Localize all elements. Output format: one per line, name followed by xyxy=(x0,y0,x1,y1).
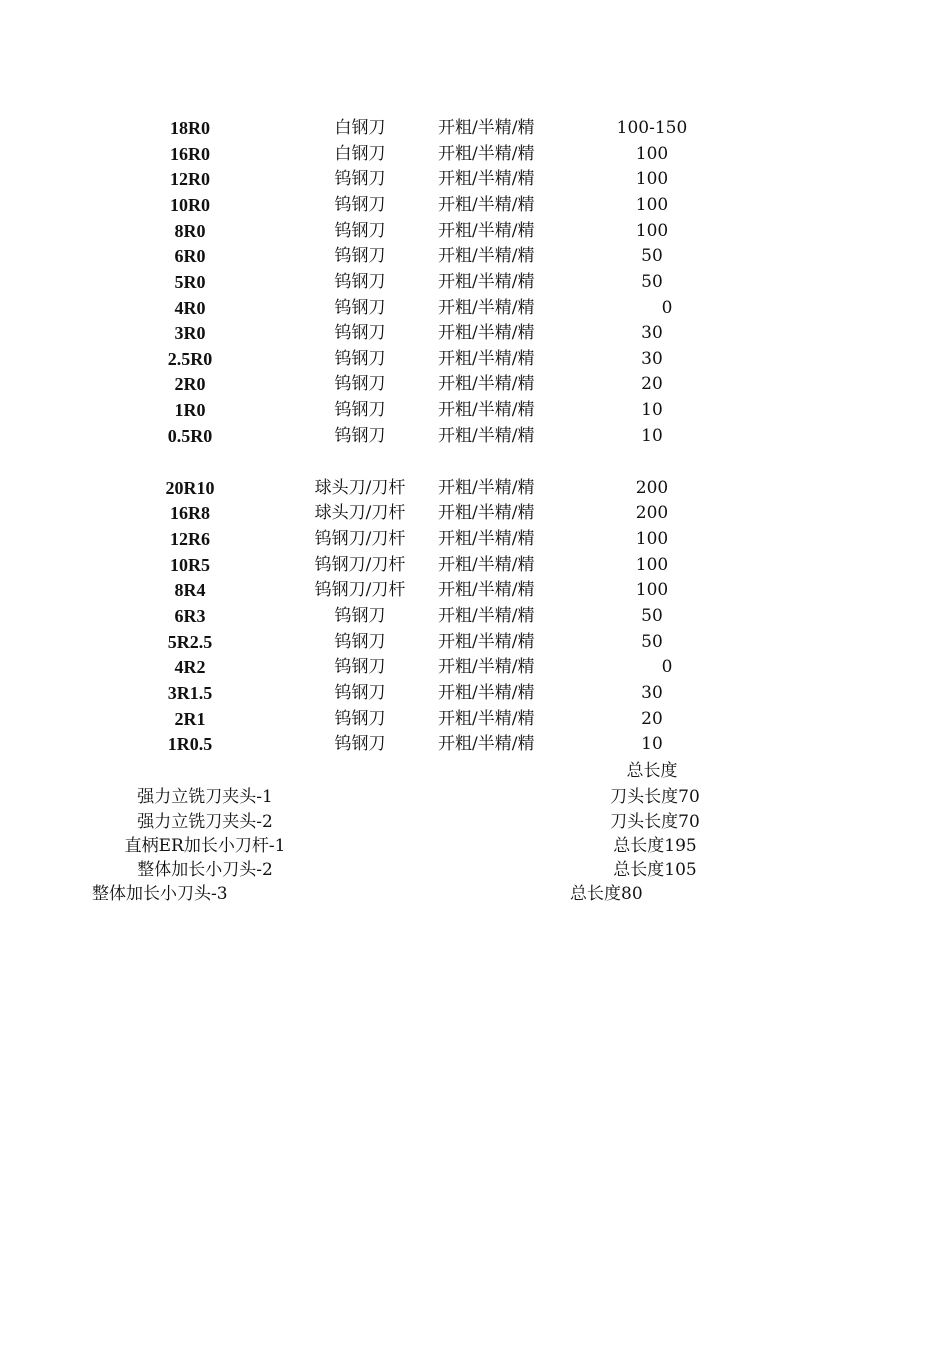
tool-operation: 开粗/半精/精 xyxy=(438,272,535,292)
tool-size: 8R0 xyxy=(174,221,206,241)
holder-length: 总长度105 xyxy=(613,860,697,880)
tool-length: 50 xyxy=(641,632,663,652)
tool-material: 白钢刀 xyxy=(334,144,386,164)
tool-size: 4R0 xyxy=(174,298,206,318)
tool-operation: 开粗/半精/精 xyxy=(438,195,535,215)
tool-material: 钨钢刀 xyxy=(334,246,386,266)
tool-size: 5R0 xyxy=(174,272,206,292)
tool-size: 18R0 xyxy=(170,118,210,138)
tool-length: 0 xyxy=(661,298,673,318)
table-row xyxy=(0,707,950,732)
table-row xyxy=(0,321,950,346)
tool-size: 6R3 xyxy=(174,606,206,626)
tool-length: 100 xyxy=(635,529,669,549)
tool-operation: 开粗/半精/精 xyxy=(438,632,535,652)
tool-length: 50 xyxy=(641,606,663,626)
tool-length: 200 xyxy=(635,478,669,498)
table-row xyxy=(0,501,950,526)
tool-operation: 开粗/半精/精 xyxy=(438,529,535,549)
holder-row xyxy=(0,882,950,907)
table-row xyxy=(0,244,950,269)
tool-size: 2.5R0 xyxy=(167,349,213,369)
table-row xyxy=(0,372,950,397)
tool-operation: 开粗/半精/精 xyxy=(438,734,535,754)
tool-size: 2R0 xyxy=(174,374,206,394)
tool-operation: 开粗/半精/精 xyxy=(438,503,535,523)
table-row xyxy=(0,527,950,552)
tool-size: 3R0 xyxy=(174,323,206,343)
tool-size: 1R0.5 xyxy=(167,734,213,754)
tool-operation: 开粗/半精/精 xyxy=(438,400,535,420)
holder-name: 强力立铣刀夹头-1 xyxy=(137,787,273,807)
table-row xyxy=(0,476,950,501)
tool-operation: 开粗/半精/精 xyxy=(438,118,535,138)
table-row xyxy=(0,732,950,757)
tool-size: 0.5R0 xyxy=(167,426,213,446)
tool-material: 钨钢刀 xyxy=(334,272,386,292)
tool-material: 钨钢刀 xyxy=(334,657,386,677)
tool-operation: 开粗/半精/精 xyxy=(438,144,535,164)
tool-operation: 开粗/半精/精 xyxy=(438,606,535,626)
tool-length: 10 xyxy=(641,734,663,754)
holder-row xyxy=(0,810,950,835)
tool-length: 30 xyxy=(641,683,663,703)
tool-material: 球头刀/刀杆 xyxy=(314,478,406,498)
tool-size: 20R10 xyxy=(165,478,215,498)
tool-size: 4R2 xyxy=(174,657,206,677)
table-row xyxy=(0,296,950,321)
table-row xyxy=(0,553,950,578)
table-row xyxy=(0,630,950,655)
tool-material: 钨钢刀 xyxy=(334,606,386,626)
table-row xyxy=(0,193,950,218)
tool-size: 8R4 xyxy=(174,580,206,600)
tool-material: 钨钢刀 xyxy=(334,683,386,703)
tool-material: 钨钢刀 xyxy=(334,195,386,215)
table-row xyxy=(0,655,950,680)
holder-row xyxy=(0,858,950,883)
tool-material: 钨钢刀 xyxy=(334,298,386,318)
holder-name: 强力立铣刀夹头-2 xyxy=(137,812,273,832)
tool-length: 20 xyxy=(641,709,663,729)
table-row xyxy=(0,219,950,244)
tool-size: 3R1.5 xyxy=(167,683,213,703)
tool-length: 100 xyxy=(635,580,669,600)
table-row xyxy=(0,578,950,603)
table-row xyxy=(0,167,950,192)
total-length-header: 总长度 xyxy=(626,761,678,781)
table-row xyxy=(0,604,950,629)
tool-size: 2R1 xyxy=(174,709,206,729)
tool-size: 10R0 xyxy=(170,195,210,215)
tool-operation: 开粗/半精/精 xyxy=(438,426,535,446)
tool-material: 球头刀/刀杆 xyxy=(314,503,406,523)
tool-material: 钨钢刀/刀杆 xyxy=(314,580,406,600)
holder-name: 整体加长小刀头-3 xyxy=(92,884,228,904)
tool-operation: 开粗/半精/精 xyxy=(438,709,535,729)
tool-size: 6R0 xyxy=(174,246,206,266)
total-length-header-row xyxy=(0,759,950,784)
table-row xyxy=(0,270,950,295)
tool-material: 白钢刀 xyxy=(334,118,386,138)
tool-length: 0 xyxy=(661,657,673,677)
table-row xyxy=(0,681,950,706)
tool-length: 100 xyxy=(635,555,669,575)
tool-material: 钨钢刀 xyxy=(334,349,386,369)
table-row xyxy=(0,116,950,141)
table-row xyxy=(0,347,950,372)
tool-size: 16R0 xyxy=(170,144,210,164)
tool-operation: 开粗/半精/精 xyxy=(438,246,535,266)
table-row xyxy=(0,142,950,167)
table-row xyxy=(0,398,950,423)
tool-length: 100 xyxy=(635,169,669,189)
tool-operation: 开粗/半精/精 xyxy=(438,580,535,600)
tool-size: 1R0 xyxy=(174,400,206,420)
tool-length: 100-150 xyxy=(616,118,688,138)
tool-length: 50 xyxy=(641,246,663,266)
table-row xyxy=(0,424,950,449)
tool-length: 100 xyxy=(635,144,669,164)
tool-operation: 开粗/半精/精 xyxy=(438,657,535,677)
tool-operation: 开粗/半精/精 xyxy=(438,169,535,189)
holder-row xyxy=(0,785,950,810)
tool-material: 钨钢刀 xyxy=(334,169,386,189)
tool-operation: 开粗/半精/精 xyxy=(438,221,535,241)
holder-length: 刀头长度70 xyxy=(610,812,700,832)
tool-length: 10 xyxy=(641,400,663,420)
tool-size: 12R6 xyxy=(170,529,210,549)
tool-material: 钨钢刀/刀杆 xyxy=(314,529,406,549)
tool-operation: 开粗/半精/精 xyxy=(438,374,535,394)
tool-material: 钨钢刀 xyxy=(334,426,386,446)
tool-material: 钨钢刀 xyxy=(334,709,386,729)
holder-name: 整体加长小刀头-2 xyxy=(137,860,273,880)
tool-material: 钨钢刀 xyxy=(334,400,386,420)
tool-material: 钨钢刀 xyxy=(334,632,386,652)
tool-size: 16R8 xyxy=(170,503,210,523)
tool-operation: 开粗/半精/精 xyxy=(438,555,535,575)
tool-material: 钨钢刀 xyxy=(334,734,386,754)
tool-material: 钨钢刀 xyxy=(334,221,386,241)
tool-length: 30 xyxy=(641,323,663,343)
tool-length: 200 xyxy=(635,503,669,523)
tool-operation: 开粗/半精/精 xyxy=(438,683,535,703)
tool-length: 50 xyxy=(641,272,663,292)
tool-operation: 开粗/半精/精 xyxy=(438,349,535,369)
tool-material: 钨钢刀/刀杆 xyxy=(314,555,406,575)
tool-size: 5R2.5 xyxy=(167,632,213,652)
tool-length: 20 xyxy=(641,374,663,394)
tool-operation: 开粗/半精/精 xyxy=(438,478,535,498)
tool-material: 钨钢刀 xyxy=(334,374,386,394)
holder-name: 直柄ER加长小刀杆-1 xyxy=(124,836,286,856)
tool-operation: 开粗/半精/精 xyxy=(438,323,535,343)
holder-length: 刀头长度70 xyxy=(610,787,700,807)
holder-row xyxy=(0,834,950,859)
tool-length: 100 xyxy=(635,221,669,241)
tool-size: 10R5 xyxy=(170,555,210,575)
holder-length: 总长度195 xyxy=(613,836,697,856)
tool-length: 30 xyxy=(641,349,663,369)
tool-size: 12R0 xyxy=(170,169,210,189)
tool-length: 10 xyxy=(641,426,663,446)
tool-material: 钨钢刀 xyxy=(334,323,386,343)
holder-length: 总长度80 xyxy=(570,884,643,904)
tool-operation: 开粗/半精/精 xyxy=(438,298,535,318)
tool-length: 100 xyxy=(635,195,669,215)
